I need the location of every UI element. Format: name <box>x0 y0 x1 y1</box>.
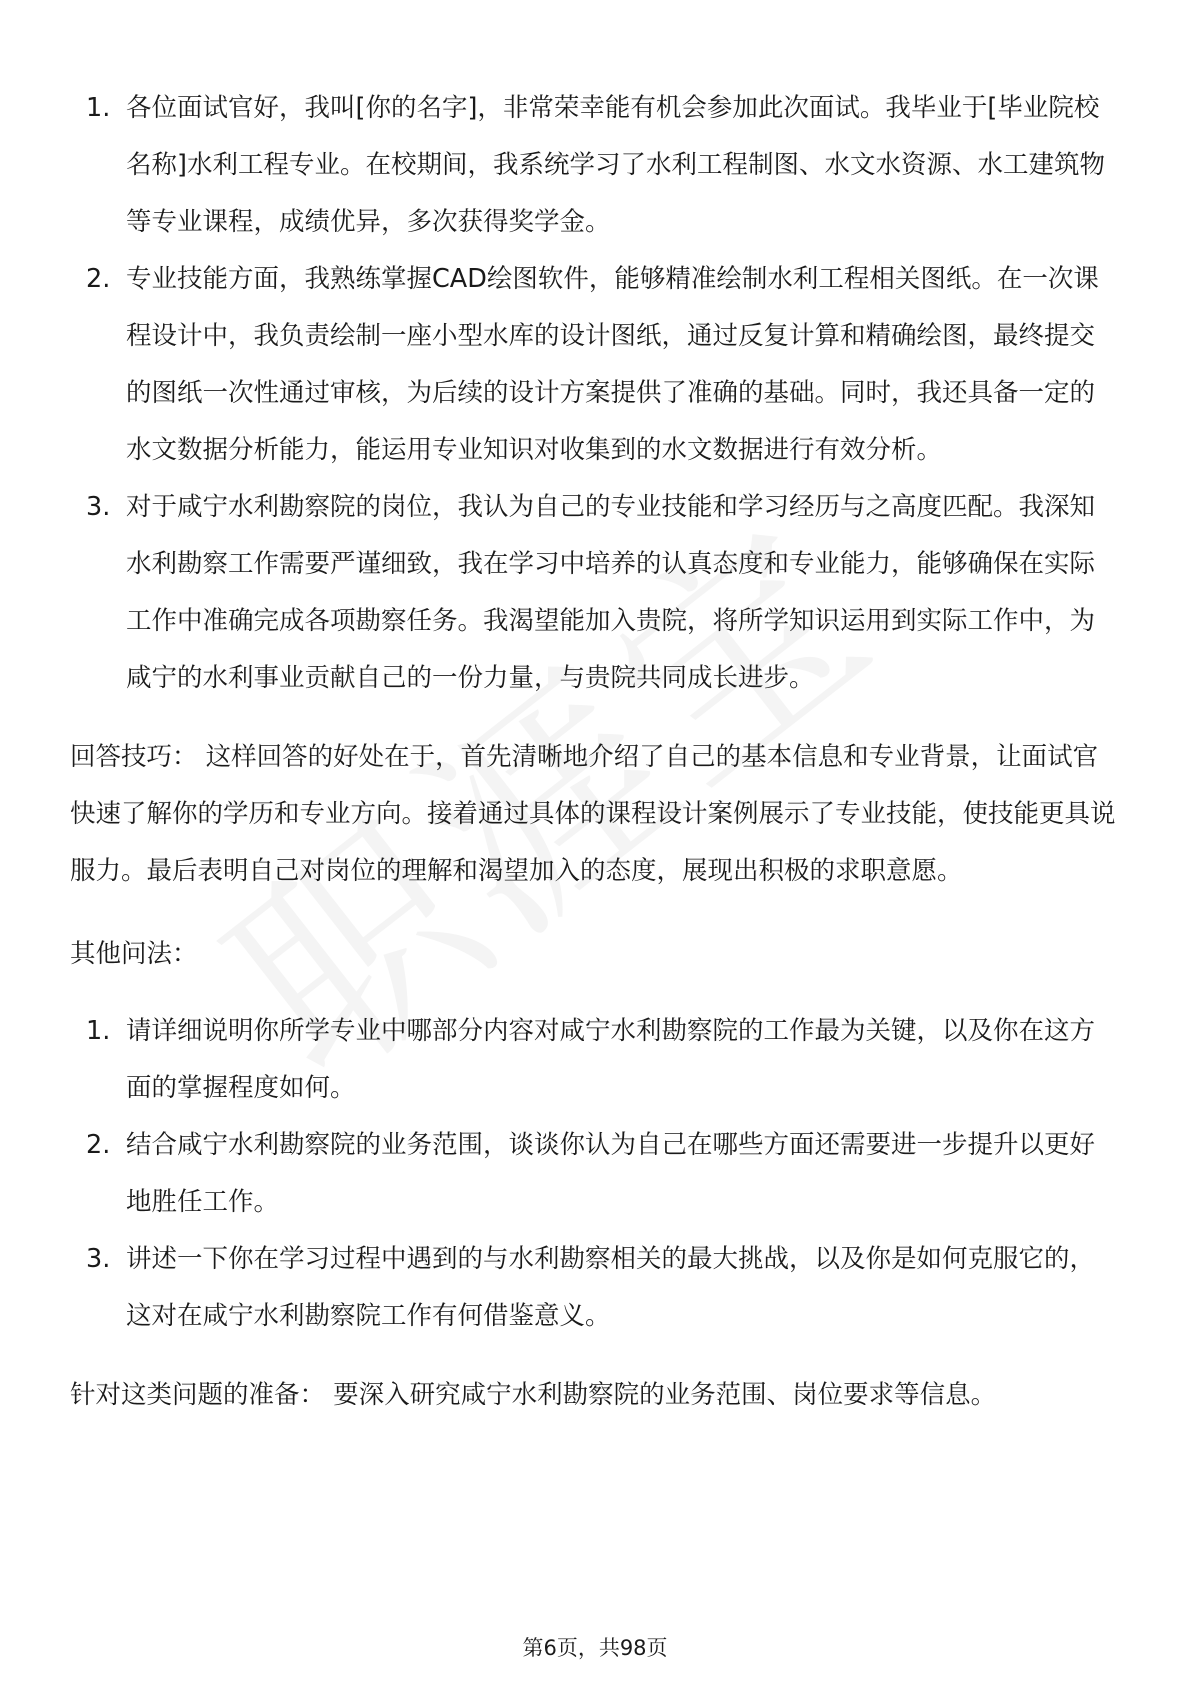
page-number: 第6页，共98页 <box>522 1636 668 1660</box>
list-number: 2. <box>86 264 111 294</box>
list-item <box>70 80 1120 251</box>
list-text: 结合咸宁水利勘察院的业务范围，谈谈你认为自己在哪些方面还需要进一步提升以更好地胜任工作。 <box>126 1130 1096 1217</box>
other-questions-heading: 其他问法： <box>70 939 198 969</box>
list-number: 2. <box>86 1130 111 1160</box>
list-text: 对于咸宁水利勘察院的岗位，我认为自己的专业技能和学习经历与之高度匹配。我深知水利勘察工作需要严谨细致，我在学习中培养的认真态度和专业能力，能够确保在实际工作中准确完成各项勘察任务。我渴望能加入贵院，将所学知识运用到实际工作中，为咸宁的水利事业贡献自己的一份力量，与贵院共同成长进步。 <box>126 492 1096 693</box>
other-questions-list <box>70 1003 1120 1345</box>
answer-tips: 回答技巧： 这样回答的好处在于，首先清晰地介绍了自己的基本信息和专业背景，让面试官快速了解你的学历和专业方向。接着通过具体的课程设计案例展示了专业技能，使技能更具说服力。最后表明自己对岗位的理解和渴望加入的态度，展现出积极的求职意愿。 <box>70 742 1116 886</box>
list-item <box>70 479 1120 707</box>
list-number: 3. <box>86 492 111 522</box>
list-item <box>70 1231 1120 1345</box>
list-item <box>70 1003 1120 1117</box>
list-item <box>70 251 1120 479</box>
list-text: 专业技能方面，我熟练掌握CAD绘图软件，能够精准绘制水利工程相关图纸。在一次课程设计中，我负责绘制一座小型水库的设计图纸，通过反复计算和精确绘图，最终提交的图纸一次性通过审核，为后续的设计方案提供了准确的基础。同时，我还具备一定的水文数据分析能力，能运用专业知识对收集到的水文数据进行有效分析。 <box>126 264 1099 465</box>
list-text: 讲述一下你在学习过程中遇到的与水利勘察相关的最大挑战，以及你是如何克服它的，这对在咸宁水利勘察院工作有何借鉴意义。 <box>126 1244 1096 1331</box>
list-number: 1. <box>86 93 111 123</box>
list-number: 3. <box>86 1244 111 1274</box>
preparation-note: 针对这类问题的准备： 要深入研究咸宁水利勘察院的业务范围、岗位要求等信息。 <box>70 1380 997 1410</box>
document-body <box>70 80 1120 1424</box>
list-text: 请详细说明你所学专业中哪部分内容对咸宁水利勘察院的工作最为关键，以及你在这方面的掌握程度如何。 <box>126 1016 1096 1103</box>
list-text: 各位面试官好，我叫[你的名字]，非常荣幸能有机会参加此次面试。我毕业于[毕业院校名称]水利工程专业。在校期间，我系统学习了水利工程制图、水文水资源、水工建筑物等专业课程，成绩优异，多次获得奖学金。 <box>126 93 1105 237</box>
list-number: 1. <box>86 1016 111 1046</box>
answer-list <box>70 80 1120 707</box>
list-item <box>70 1117 1120 1231</box>
